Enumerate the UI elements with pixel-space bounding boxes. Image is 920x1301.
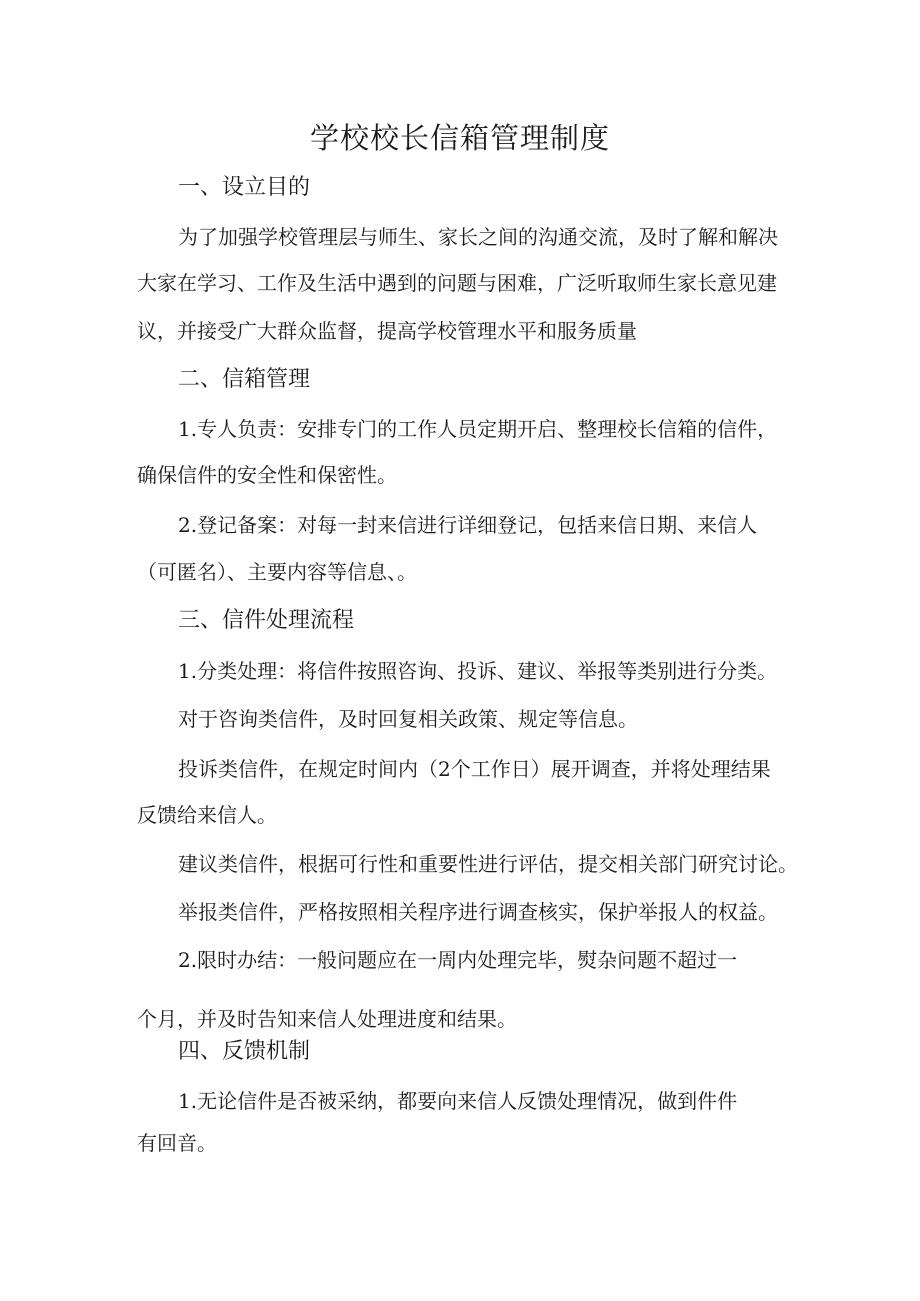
paragraph-line: 2.登记备案：对每一封来信进行详细登记，包括来信日期、来信人 bbox=[178, 513, 758, 537]
section-heading-mailbox-management: 二、信箱管理 bbox=[178, 367, 311, 392]
paragraph-line: 投诉类信件，在规定时间内（2个工作日）展开调查，并将处理结果 bbox=[178, 757, 771, 781]
document-title: 学校校长信箱管理制度 bbox=[309, 121, 610, 155]
paragraph-line: 1.分类处理：将信件按照咨询、投诉、建议、举报等类别进行分类。 bbox=[178, 659, 778, 683]
paragraph-line: 2.限时办结：一般问题应在一周内处理完毕，熨杂问题不超过一 bbox=[178, 948, 738, 972]
paragraph-line: 对于咨询类信件，及时回复相关政策、规定等信息。 bbox=[178, 707, 638, 731]
paragraph-line: 建议类信件，根据可行性和重要性进行评估，提交相关部门研究讨论。 bbox=[178, 852, 798, 876]
paragraph-line: （可匿名）、主要内容等信息、。 bbox=[137, 560, 417, 584]
paragraph-line: 大家在学习、工作及生活中遇到的问题与困难，广泛听取师生家长意见建 bbox=[137, 271, 777, 295]
paragraph-line: 举报类信件，严格按照相关程序进行调查核实，保护举报人的权益。 bbox=[178, 900, 778, 924]
paragraph-line: 议，并接受广大群众监督，提高学校管理水平和服务质量 bbox=[137, 319, 637, 343]
paragraph-line: 1.无论信件是否被采纳，都要向来信人反馈处理情况，做到件件 bbox=[178, 1089, 738, 1113]
section-heading-purpose: 一、设立目的 bbox=[178, 175, 311, 200]
paragraph-line: 1.专人负责：安排专门的工作人员定期开启、整理校长信箱的信件， bbox=[178, 417, 778, 441]
paragraph-line: 有回音。 bbox=[137, 1131, 217, 1155]
paragraph-line: 个月，并及时告知来信人处理进度和结果。 bbox=[137, 1007, 517, 1031]
paragraph-line: 确保信件的安全性和保密性。 bbox=[137, 463, 397, 487]
section-heading-processing-flow: 三、信件处理流程 bbox=[178, 608, 355, 633]
paragraph-line: 为了加强学校管理层与师生、家长之间的沟通交流，及时了解和解决 bbox=[178, 225, 778, 249]
paragraph-line: 反馈给来信人。 bbox=[137, 803, 277, 827]
section-heading-feedback: 四、反馈机制 bbox=[178, 1039, 311, 1064]
